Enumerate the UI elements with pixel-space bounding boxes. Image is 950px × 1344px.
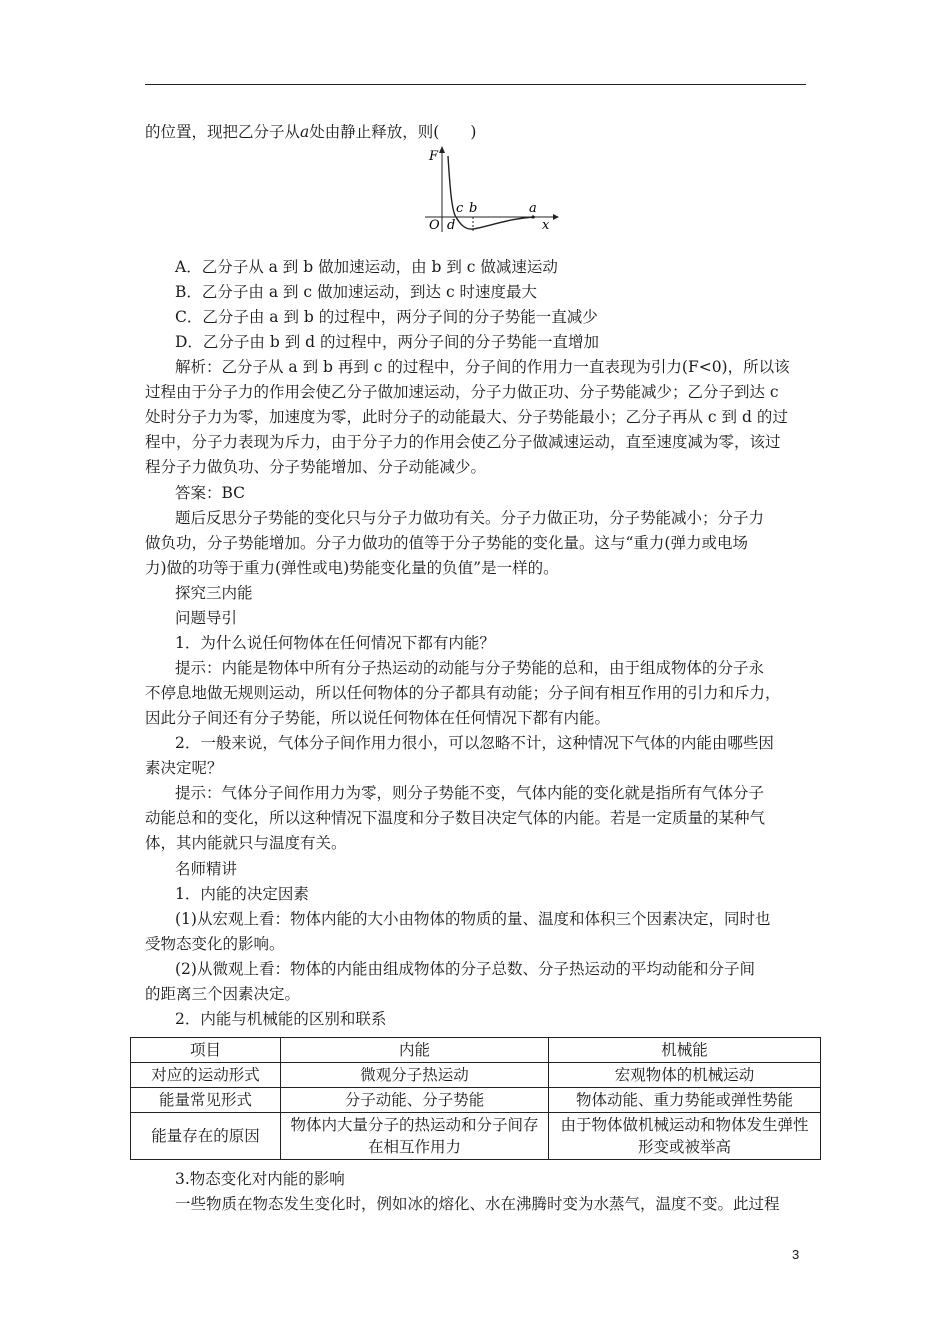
header-rule <box>145 84 806 85</box>
point-2-heading: 2．内能与机械能的区别和联系 <box>175 1010 387 1028</box>
option-a: A．乙分子从 a 到 b 做加速运动，由 b 到 c 做减速运动 <box>175 258 558 276</box>
analysis-line: 解析：乙分子从 a 到 b 再到 c 的过程中，分子间的作用力一直表现为引力(F<0)，所以该 <box>175 358 790 376</box>
table-cell: 物体动能、重力势能或弹性势能 <box>549 1088 821 1113</box>
page-number: 3 <box>792 1247 800 1262</box>
answer: 答案：BC <box>175 484 246 502</box>
point-c-label: c <box>456 201 464 216</box>
f-axis-arrow <box>439 146 445 153</box>
table-header-cell: 项目 <box>131 1038 281 1063</box>
table-header-cell: 内能 <box>281 1038 549 1063</box>
point-1-heading: 1．内能的决定因素 <box>175 885 309 903</box>
table-cell: 分子动能、分子势能 <box>281 1088 549 1113</box>
reflection-line: 题后反思分子势能的变化只与分子力做功有关。分子力做正功，分子势能减小；分子力 <box>175 509 765 527</box>
point-3-heading: 3.物态变化对内能的影响 <box>175 1170 345 1188</box>
table-cell: 微观分子热运动 <box>281 1063 549 1088</box>
table-header-cell: 机械能 <box>549 1038 821 1063</box>
micro-line: (2)从微观上看：物体的内能由组成物体的分子总数、分子热运动的平均动能和分子间 <box>175 960 755 978</box>
analysis-line: 过程由于分子力的作用会使乙分子做加速运动，分子力做正功、分子势能减少；乙分子到达 c <box>145 383 779 401</box>
subheading-guide: 问题导引 <box>175 609 238 627</box>
option-b: B．乙分子由 a 到 c 做加速运动，到达 c 时速度最大 <box>175 283 538 301</box>
micro-line: 的距离三个因素决定。 <box>145 985 301 1003</box>
option-d: D．乙分子由 b 到 d 的过程中，两分子间的分子势能一直增加 <box>175 333 599 351</box>
analysis-line: 程分子力做负功、分子势能增加、分子动能减少。 <box>145 458 487 476</box>
table-cell: 由于物体做机械运动和物体发生弹性形变或被举高 <box>549 1113 821 1160</box>
hint1-line: 不停息地做无规则运动，所以任何物体的分子都具有动能；分子间有相互作用的引力和斥力， <box>145 684 781 702</box>
reflection-line: 力)做的功等于重力(弹性或电)势能变化量的负值”是一样的。 <box>145 559 559 577</box>
question-2-line: 2．一般来说，气体分子间作用力很小，可以忽略不计，这种情况下气体的内能由哪些因 <box>175 734 774 752</box>
hint2-line: 体，其内能就只与温度有关。 <box>145 834 347 852</box>
point-a-label: a <box>529 201 537 216</box>
table-cell: 物体内大量分子的热运动和分子间存在相互作用力 <box>281 1113 549 1160</box>
table-row <box>131 1088 821 1113</box>
subheading-teacher: 名师精讲 <box>175 860 238 878</box>
section-heading: 探究三内能 <box>175 584 253 602</box>
point-d-label: d <box>447 218 456 233</box>
hint2-line: 动能总和的变化，所以这种情况下温度和分子数目决定气体的内能。若是一定质量的某种气 <box>145 809 766 827</box>
force-curve <box>448 156 535 229</box>
question-intro: 的位置，现把乙分子从a处由静止释放，则( ) <box>145 123 477 141</box>
hint2-line: 提示：气体分子间作用力为零，则分子势能不变，气体内能的变化就是指所有气体分子 <box>175 784 765 802</box>
macro-line: (1)从宏观上看：物体内能的大小由物体的物质的量、温度和体积三个因素决定，同时也 <box>175 910 771 928</box>
analysis-line: 处时分子力为零，加速度为零，此时分子的动能最大、分子势能最小；乙分子再从 c 到 d 的过 <box>145 408 788 426</box>
macro-line: 受物态变化的影响。 <box>145 935 285 953</box>
table-header-row <box>131 1038 821 1063</box>
force-distance-graph <box>425 144 565 236</box>
table-cell: 能量存在的原因 <box>131 1113 281 1160</box>
analysis-line: 程中，分子力表现为斥力，由于分子力的作用会使乙分子做减速运动，直至速度减为零，该过 <box>145 433 781 451</box>
comparison-table <box>130 1037 821 1160</box>
origin-label: O <box>429 218 440 233</box>
f-axis-label: F <box>429 149 439 164</box>
question-1: 1．为什么说任何物体在任何情况下都有内能？ <box>175 634 495 652</box>
question-2-line: 素决定呢？ <box>145 759 223 777</box>
table-row <box>131 1063 821 1088</box>
hint1-line: 提示：内能是物体中所有分子热运动的动能与分子势能的总和，由于组成物体的分子永 <box>175 659 765 677</box>
point-b-label: b <box>469 201 478 216</box>
x-axis-label: x <box>542 218 550 233</box>
reflection-line: 做负功，分子势能增加。分子力做功的值等于分子势能的变化量。这与“重力(弹力或电场 <box>145 534 748 552</box>
x-axis-arrow <box>553 214 559 220</box>
table-cell: 能量常见形式 <box>131 1088 281 1113</box>
table-row <box>131 1113 821 1160</box>
hint1-line: 因此分子间还有分子势能，所以说任何物体在任何情况下都有内能。 <box>145 709 611 727</box>
option-c: C．乙分子由 a 到 b 的过程中，两分子间的分子势能一直减少 <box>175 308 598 326</box>
table-cell: 对应的运动形式 <box>131 1063 281 1088</box>
last-line: 一些物质在物态发生变化时，例如冰的熔化、水在沸腾时变为水蒸气，温度不变。此过程 <box>175 1195 780 1213</box>
table-cell: 宏观物体的机械运动 <box>549 1063 821 1088</box>
